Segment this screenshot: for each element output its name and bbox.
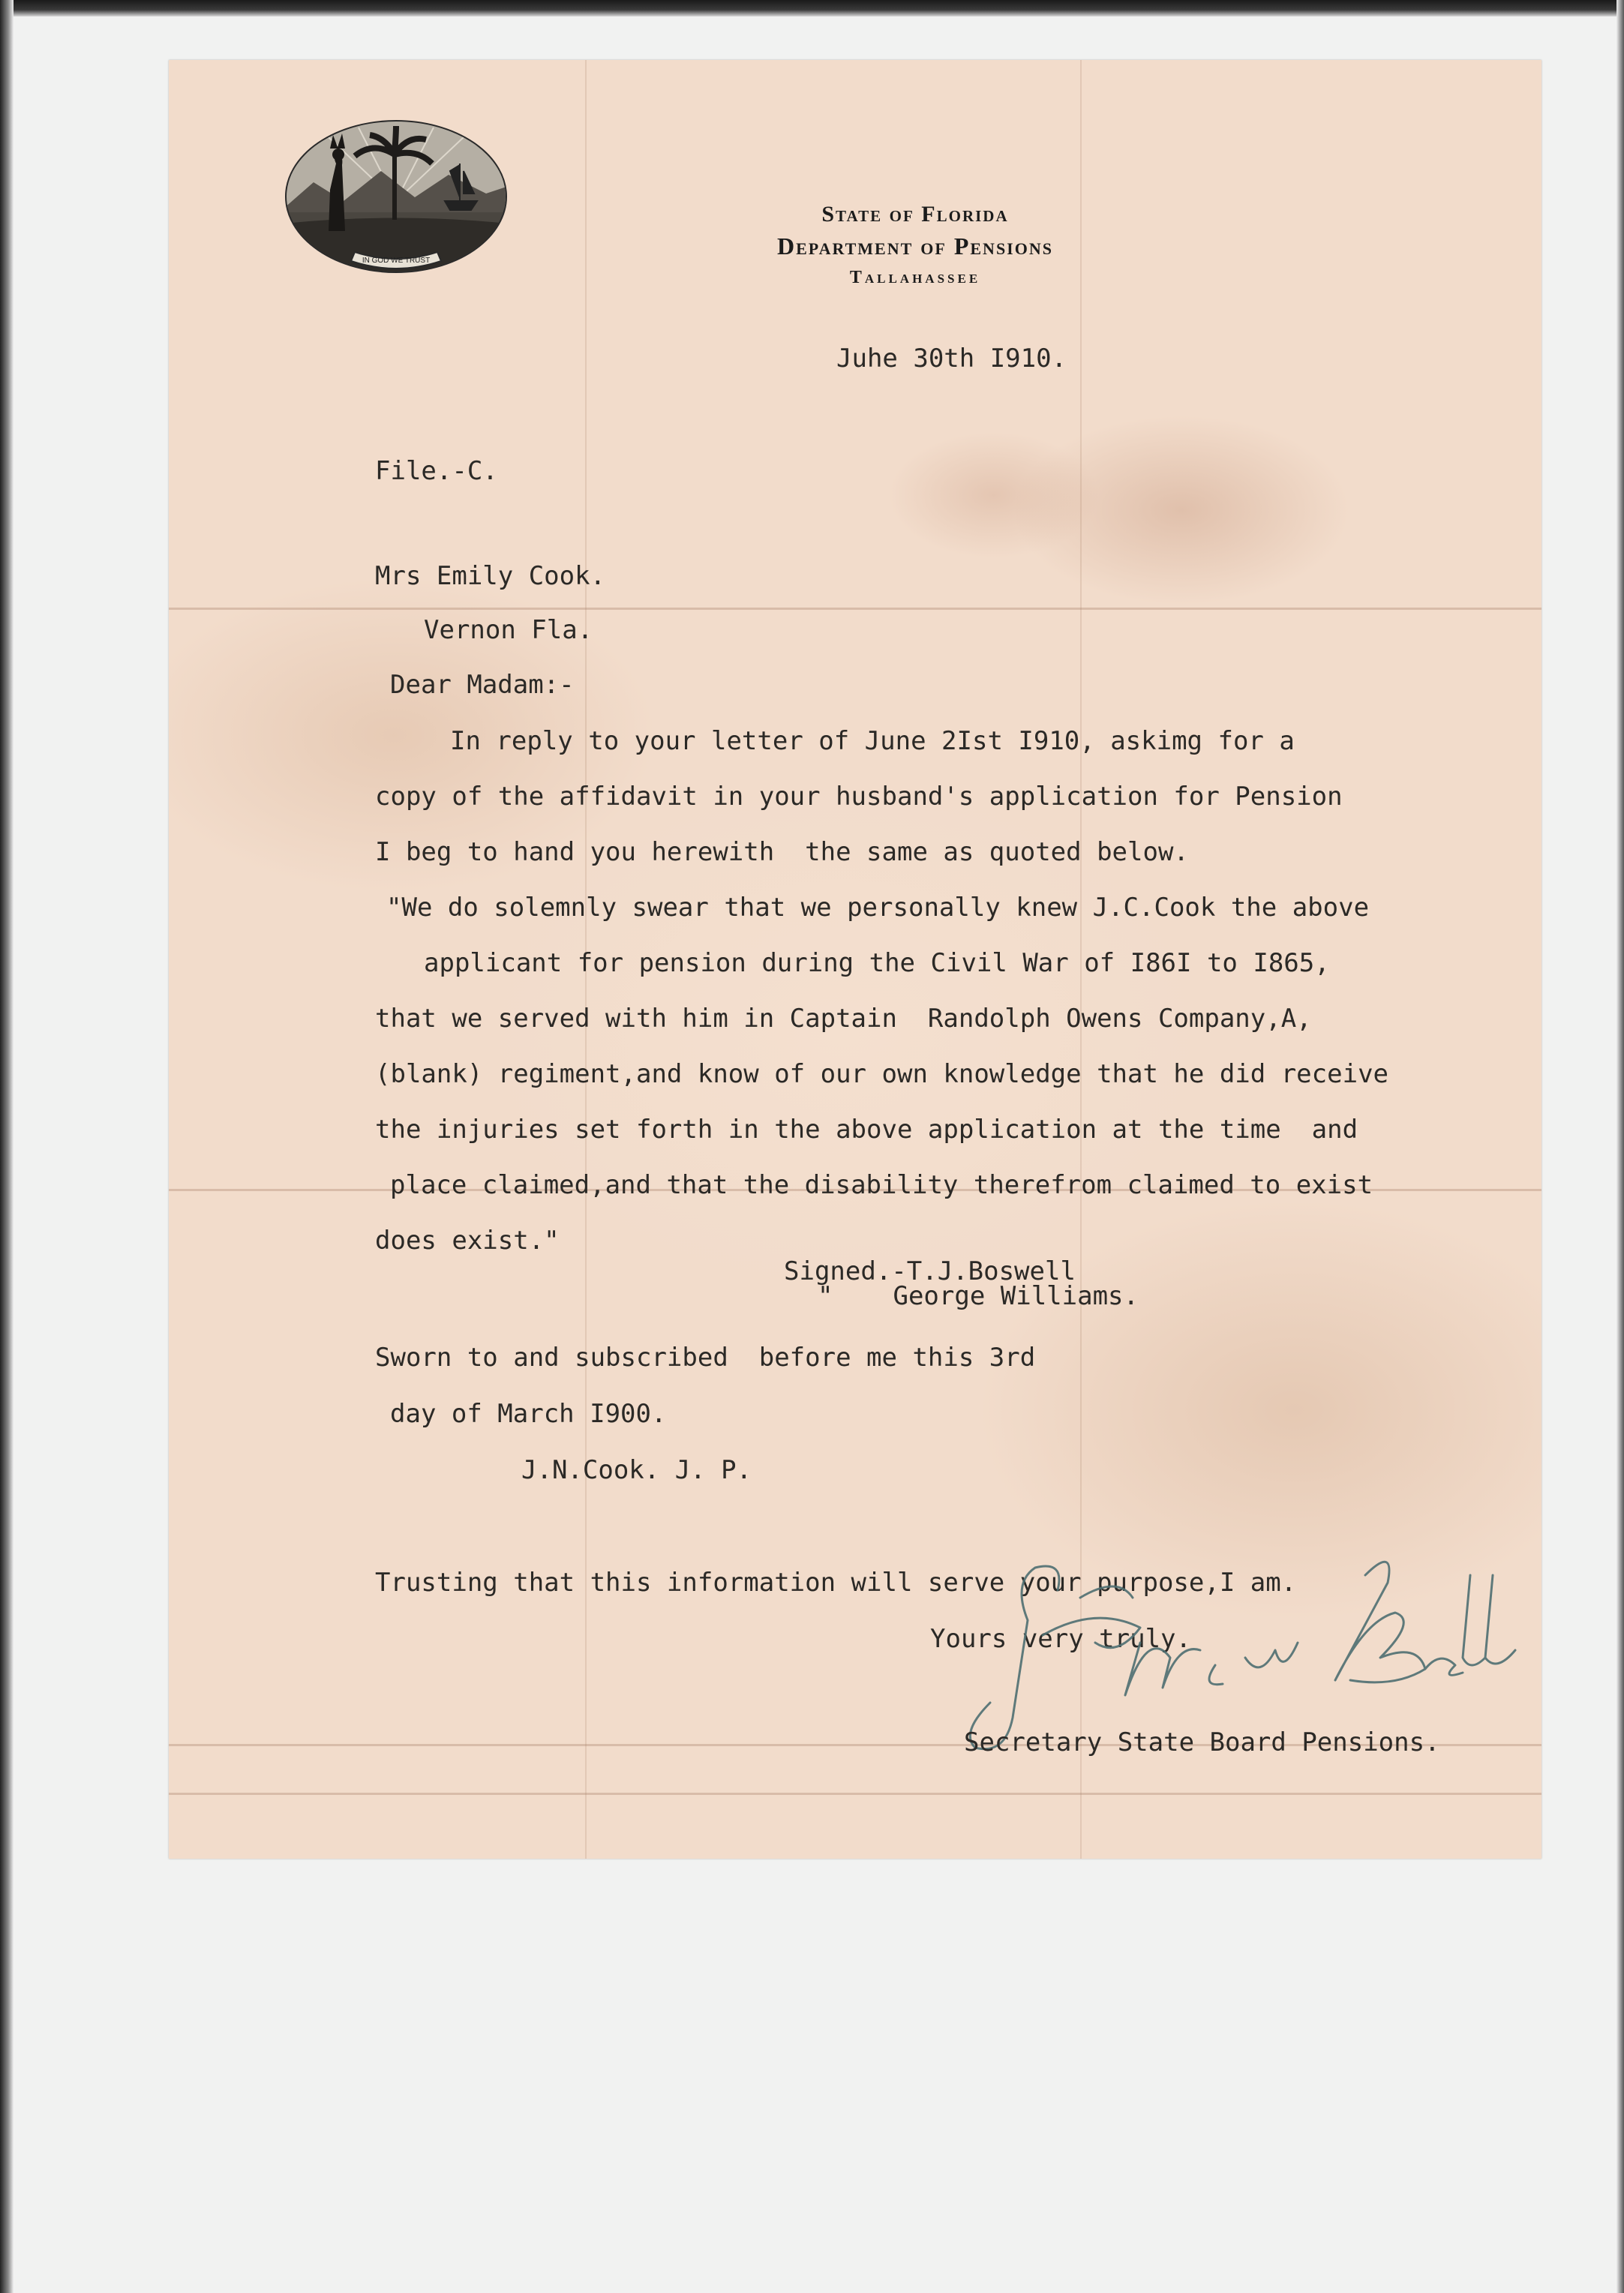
- body-line: applicant for pension during the Civil War of I86I to I865,: [424, 948, 1330, 978]
- recipient-name: Mrs Emily Cook.: [375, 561, 606, 591]
- body-line: (blank) regiment,and know of our own knowledge that he did receive: [375, 1059, 1389, 1089]
- signature-text: Jno W Bell: [945, 1530, 950, 1531]
- letterhead: [694, 199, 1136, 293]
- body-line: that we served with him in Captain Randolph Owens Company,A,: [375, 1004, 1312, 1034]
- affidavit-signer-2: George Williams.: [893, 1281, 1139, 1311]
- affidavit-signer-1: Signed.-T.J.Boswell: [784, 1256, 1076, 1286]
- body-line: does exist.": [375, 1226, 560, 1256]
- letter-date: Juhe 30th I910.: [836, 344, 1067, 374]
- fold-line: [169, 608, 1541, 610]
- valediction: Yours very truly.: [930, 1624, 1191, 1654]
- fold-line: [169, 1793, 1541, 1795]
- seal-motto: IN GOD WE TRUST: [362, 257, 431, 265]
- florida-state-seal-icon: [284, 119, 509, 280]
- signer-title: Secretary State Board Pensions.: [964, 1727, 1440, 1757]
- body-line: the injuries set forth in the above application at the time and: [375, 1115, 1358, 1145]
- salutation: Dear Madam:-: [390, 670, 575, 700]
- scan-left-edge: [0, 0, 14, 2293]
- letterhead-state: State of Florida: [821, 202, 1009, 227]
- letterhead-department: Department of Pensions: [777, 233, 1053, 260]
- body-line: In reply to your letter of June 2Ist I910, askimg for a: [450, 726, 1295, 756]
- justice-of-peace: J.N.Cook. J. P.: [521, 1455, 752, 1485]
- body-line: I beg to hand you herewith the same as quoted below.: [375, 837, 1189, 867]
- body-line: place claimed,and that the disability therefrom claimed to exist: [390, 1170, 1373, 1200]
- recipient-address: Vernon Fla.: [424, 615, 593, 645]
- scan-top-edge: [0, 0, 1624, 17]
- letterhead-city: Tallahassee: [849, 268, 981, 287]
- sworn-date: day of March I900.: [390, 1399, 667, 1429]
- scan-right-edge: [1616, 0, 1624, 2293]
- closing-line: Trusting that this information will serve your purpose,I am.: [375, 1568, 1297, 1598]
- ditto-mark: ": [818, 1281, 833, 1311]
- file-reference: File.-C.: [375, 456, 498, 486]
- body-line: "We do solemnly swear that we personally knew J.C.Cook the above: [386, 893, 1370, 923]
- affidavit-signer-2-line: [818, 1281, 1139, 1311]
- sworn-statement: Sworn to and subscribed before me this 3rd: [375, 1343, 1036, 1373]
- body-line: copy of the affidavit in your husband's application for Pension: [375, 782, 1343, 812]
- letter-page: [169, 60, 1541, 1859]
